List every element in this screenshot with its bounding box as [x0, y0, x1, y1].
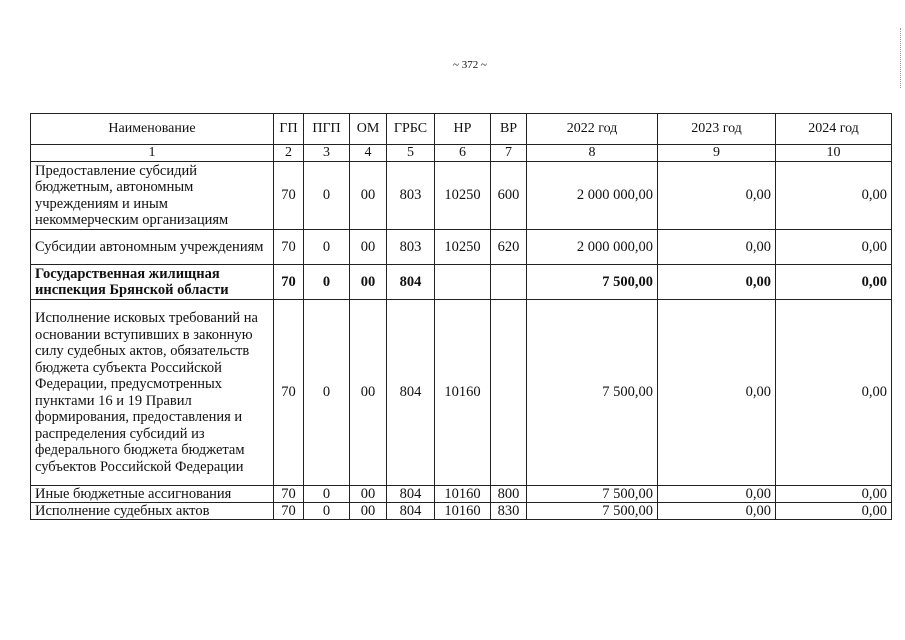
- cell-grbs: 804: [387, 486, 435, 503]
- cell-2023: 0,00: [658, 162, 776, 230]
- cell-pgp: 0: [304, 230, 350, 265]
- cell-nr: 10160: [435, 503, 491, 520]
- index-cell: 5: [387, 145, 435, 162]
- cell-grbs: 804: [387, 300, 435, 486]
- header-pgp: ПГП: [304, 114, 350, 145]
- cell-2022: 7 500,00: [527, 265, 658, 300]
- cell-vr: 800: [491, 486, 527, 503]
- budget-table: [30, 113, 892, 520]
- cell-gp: 70: [274, 300, 304, 486]
- header-om: ОМ: [350, 114, 387, 145]
- cell-nr: 10160: [435, 300, 491, 486]
- header-row: [31, 114, 892, 145]
- cell-pgp: 0: [304, 265, 350, 300]
- cell-nr: 10250: [435, 162, 491, 230]
- index-cell: 1: [31, 145, 274, 162]
- cell-nr: [435, 265, 491, 300]
- header-vr: ВР: [491, 114, 527, 145]
- cell-vr: 600: [491, 162, 527, 230]
- cell-grbs: 804: [387, 265, 435, 300]
- cell-vr: 620: [491, 230, 527, 265]
- cell-2023: 0,00: [658, 265, 776, 300]
- row-name: Субсидии автономным учреждениям: [31, 230, 274, 265]
- cell-2024: 0,00: [776, 300, 892, 486]
- row-name: Иные бюджетные ассигнования: [31, 486, 274, 503]
- cell-om: 00: [350, 265, 387, 300]
- cell-2022: 7 500,00: [527, 300, 658, 486]
- cell-nr: 10160: [435, 486, 491, 503]
- cell-grbs: 804: [387, 503, 435, 520]
- cell-2023: 0,00: [658, 486, 776, 503]
- cell-2024: 0,00: [776, 503, 892, 520]
- header-2022: 2022 год: [527, 114, 658, 145]
- cell-om: 00: [350, 162, 387, 230]
- cell-om: 00: [350, 503, 387, 520]
- table-row: [31, 265, 892, 300]
- index-cell: 10: [776, 145, 892, 162]
- index-cell: 7: [491, 145, 527, 162]
- cell-nr: 10250: [435, 230, 491, 265]
- page-number: ~ 372 ~: [453, 59, 487, 71]
- cell-pgp: 0: [304, 162, 350, 230]
- header-2023: 2023 год: [658, 114, 776, 145]
- cell-2024: 0,00: [776, 265, 892, 300]
- cell-pgp: 0: [304, 300, 350, 486]
- table-row: [31, 503, 892, 520]
- index-cell: 9: [658, 145, 776, 162]
- cell-2022: 7 500,00: [527, 486, 658, 503]
- header-2024: 2024 год: [776, 114, 892, 145]
- cell-grbs: 803: [387, 162, 435, 230]
- cell-2022: 2 000 000,00: [527, 230, 658, 265]
- cell-grbs: 803: [387, 230, 435, 265]
- cell-om: 00: [350, 300, 387, 486]
- cell-gp: 70: [274, 162, 304, 230]
- cell-2024: 0,00: [776, 486, 892, 503]
- header-nr: НР: [435, 114, 491, 145]
- cell-om: 00: [350, 486, 387, 503]
- cell-vr: [491, 300, 527, 486]
- cell-2023: 0,00: [658, 503, 776, 520]
- index-cell: 4: [350, 145, 387, 162]
- scan-edge-marks: [897, 28, 901, 88]
- row-name: Предоставление субсидий бюджетным, автономным учреждениям и иным некоммерческим организациям: [31, 162, 274, 230]
- cell-gp: 70: [274, 265, 304, 300]
- cell-2023: 0,00: [658, 300, 776, 486]
- row-name: Исполнение судебных актов: [31, 503, 274, 520]
- cell-gp: 70: [274, 503, 304, 520]
- index-cell: 2: [274, 145, 304, 162]
- cell-om: 00: [350, 230, 387, 265]
- cell-2022: 2 000 000,00: [527, 162, 658, 230]
- cell-2023: 0,00: [658, 230, 776, 265]
- table-row: [31, 230, 892, 265]
- cell-gp: 70: [274, 486, 304, 503]
- cell-vr: 830: [491, 503, 527, 520]
- row-name: Исполнение исковых требований на основании вступивших в законную силу судебных актов, обязательств бюджета субъекта Российской Федерации, предусмотренных пунктами 16 и 19 Правил формирования, предоставления и распределения субсидий из федерального бюджета бюджетам субъектов Российской Федерации: [31, 300, 274, 486]
- index-cell: 6: [435, 145, 491, 162]
- column-index-row: [31, 145, 892, 162]
- table-row: [31, 486, 892, 503]
- cell-vr: [491, 265, 527, 300]
- index-cell: 3: [304, 145, 350, 162]
- cell-pgp: 0: [304, 503, 350, 520]
- header-grbs: ГРБС: [387, 114, 435, 145]
- cell-2024: 0,00: [776, 230, 892, 265]
- index-cell: 8: [527, 145, 658, 162]
- header-gp: ГП: [274, 114, 304, 145]
- cell-pgp: 0: [304, 486, 350, 503]
- table-row: [31, 162, 892, 230]
- row-name: Государственная жилищная инспекция Брянской области: [31, 265, 274, 300]
- table-row: [31, 300, 892, 486]
- cell-2024: 0,00: [776, 162, 892, 230]
- cell-gp: 70: [274, 230, 304, 265]
- cell-2022: 7 500,00: [527, 503, 658, 520]
- header-name: Наименование: [31, 114, 274, 145]
